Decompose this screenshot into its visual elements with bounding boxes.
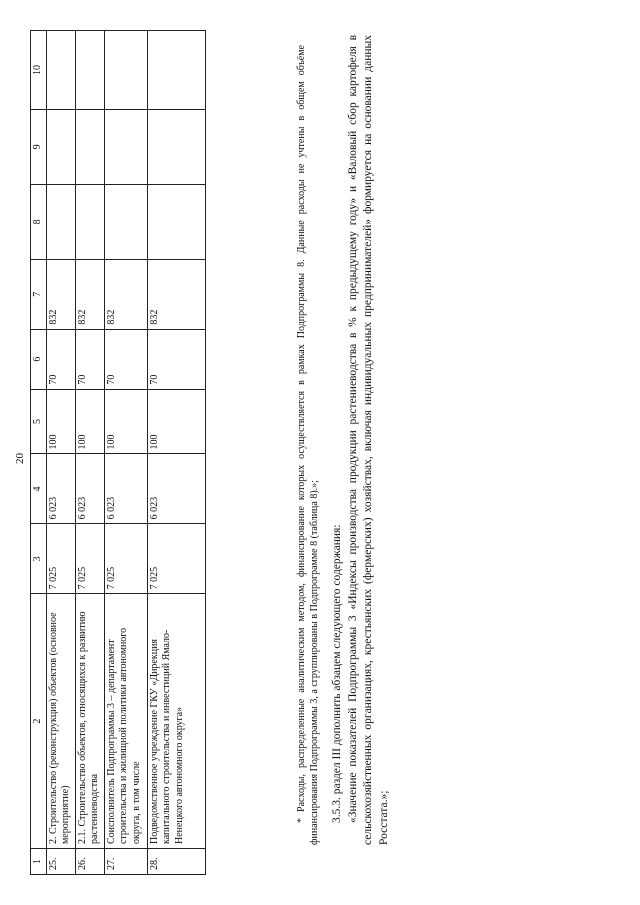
table-cell: 832 — [147, 259, 205, 329]
table-cell: 6 023 — [46, 454, 75, 524]
table-cell — [147, 184, 205, 259]
table-cell — [46, 31, 75, 110]
table-cell: 7 025 — [46, 524, 75, 594]
paragraph: «Значение показателей Подпрограммы 3 «Индексы производства продукции растениеводства в % к предыдущему году» и «Валовый сбор картофеля в сельскохозяйственных организациях, крестьянских (фермерских) хозяйствах, включая индивидуальных предпринимателей» формируется на основании данных Росстата.»; — [346, 35, 390, 845]
row-title: Соисполнитель Подпрограммы 3 – департамент строительства и жилищной политики автономного округа, в том числе — [104, 594, 147, 849]
table-cell: 6 023 — [104, 454, 147, 524]
table-cell: 7 025 — [75, 524, 104, 594]
financing-table — [30, 30, 206, 875]
column-header: 10 — [31, 31, 47, 110]
row-title: 2. Строительство (реконструкция) объектов (основное мероприятие) — [46, 594, 75, 849]
column-header: 6 — [31, 329, 47, 389]
table-cell: 70 — [147, 329, 205, 389]
table-cell: 832 — [75, 259, 104, 329]
table-cell: 6 023 — [75, 454, 104, 524]
page-number: 20 — [14, 453, 26, 464]
table-cell: 100 — [147, 389, 205, 454]
footnote: * Расходы, распределенные аналитическим методом, финансирование которых осуществляется в рамках Подпрограммы 8. Данные расходы не учтены в общем объёме финансирования Подпрограммы 3, а сгруппированы в Подпрограмме 8 (таблица 8).»; — [296, 45, 320, 845]
row-title: 2.1. Строительство объектов, относящихся к развитию растениеводства — [75, 594, 104, 849]
column-header: 4 — [31, 454, 47, 524]
row-number: 25. — [46, 849, 75, 875]
table-row — [104, 31, 147, 875]
table-cell: 100 — [104, 389, 147, 454]
table-cell — [75, 184, 104, 259]
table-cell: 832 — [104, 259, 147, 329]
column-header: 1 — [31, 849, 47, 875]
table-cell — [104, 184, 147, 259]
table-cell — [104, 109, 147, 184]
table-cell — [46, 109, 75, 184]
column-header: 8 — [31, 184, 47, 259]
table-header-row — [31, 31, 47, 875]
table-row — [75, 31, 104, 875]
table-cell: 100 — [46, 389, 75, 454]
table-row — [46, 31, 75, 875]
row-title: Подведомственное учреждение ГКУ «Дирекция капитального строительства и инвестиций Ямало-Ненецкого автономного округа» — [147, 594, 205, 849]
column-header: 9 — [31, 109, 47, 184]
column-header: 7 — [31, 259, 47, 329]
amendment-text — [330, 35, 392, 845]
table-cell: 7 025 — [104, 524, 147, 594]
column-header: 5 — [31, 389, 47, 454]
table-cell — [104, 31, 147, 110]
table-cell — [46, 184, 75, 259]
column-header: 3 — [31, 524, 47, 594]
table-cell — [75, 109, 104, 184]
table-cell — [75, 31, 104, 110]
table-cell: 7 025 — [147, 524, 205, 594]
table-cell: 70 — [104, 329, 147, 389]
table-cell: 70 — [75, 329, 104, 389]
column-header: 2 — [31, 594, 47, 849]
paragraph: 3.5.3. раздел III дополнить абзацем следующего содержания: — [331, 524, 343, 823]
row-number: 27. — [104, 849, 147, 875]
row-number: 28. — [147, 849, 205, 875]
table-cell: 70 — [46, 329, 75, 389]
table-cell: 832 — [46, 259, 75, 329]
table-cell — [147, 31, 205, 110]
table-cell: 100 — [75, 389, 104, 454]
table-cell — [147, 109, 205, 184]
row-number: 26. — [75, 849, 104, 875]
table-row — [147, 31, 205, 875]
table-cell: 6 023 — [147, 454, 205, 524]
